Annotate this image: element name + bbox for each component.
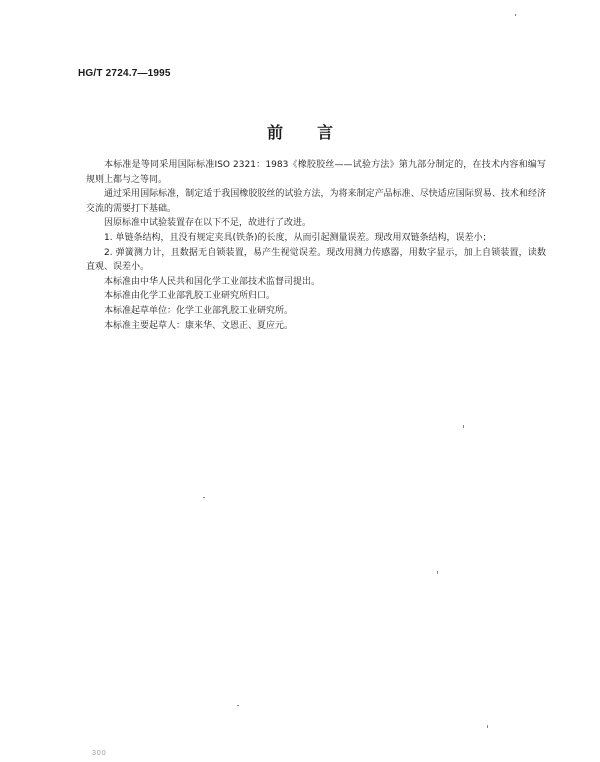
- scan-speck: [437, 571, 438, 574]
- scan-speck: [515, 14, 516, 16]
- paragraph-drafting-unit: 本标准起草单位：化学工业部乳胶工业研究所。: [104, 305, 294, 316]
- paragraph-proposer: 本标准由中华人民共和国化学工业部技术监督司提出。: [104, 276, 321, 287]
- paragraph-purpose: 通过采用国际标准，制定适于我国橡胶胶丝的试验方法，为将来制定产品标准、尽快适应国际贸易、技术和经济交流的需要打下基础。: [86, 189, 546, 214]
- page-title: 前言: [266, 123, 367, 142]
- paragraph-improvements-intro: 因原标准中试验装置存在以下不足，故进行了改进。: [104, 218, 312, 229]
- scan-speck: [487, 725, 488, 728]
- page-number: 300: [92, 750, 107, 757]
- paragraph-improvement-1: 1. 单链条结构，且没有规定夹具(铁条)的长度，从而引起测量误差。现改用双链条结构，误差小；: [104, 232, 492, 243]
- document-code: HG/T 2724.7—1995: [78, 68, 171, 79]
- scan-speck: [203, 497, 205, 498]
- paragraph-administrator: 本标准由化学工业部乳胶工业研究所归口。: [104, 291, 276, 302]
- paragraph-drafters: 本标准主要起草人：康来华、文恩正、夏应元。: [104, 320, 294, 331]
- scan-speck: [237, 705, 239, 706]
- paragraph-improvement-2: 2. 弹簧测力计，且数据无自锁装置，易产生视觉误差。现改用测力传感器，用数字显示，加上自锁装置，读数直观、误差小。: [86, 247, 546, 273]
- scan-speck: [463, 425, 464, 428]
- preface-body: [86, 158, 546, 333]
- paragraph-adoption: 本标准是等同采用国际标准ISO 2321：1983《橡胶胶丝——试验方法》第九部分制定的，在技术内容和编写规则上都与之等同。: [86, 160, 546, 185]
